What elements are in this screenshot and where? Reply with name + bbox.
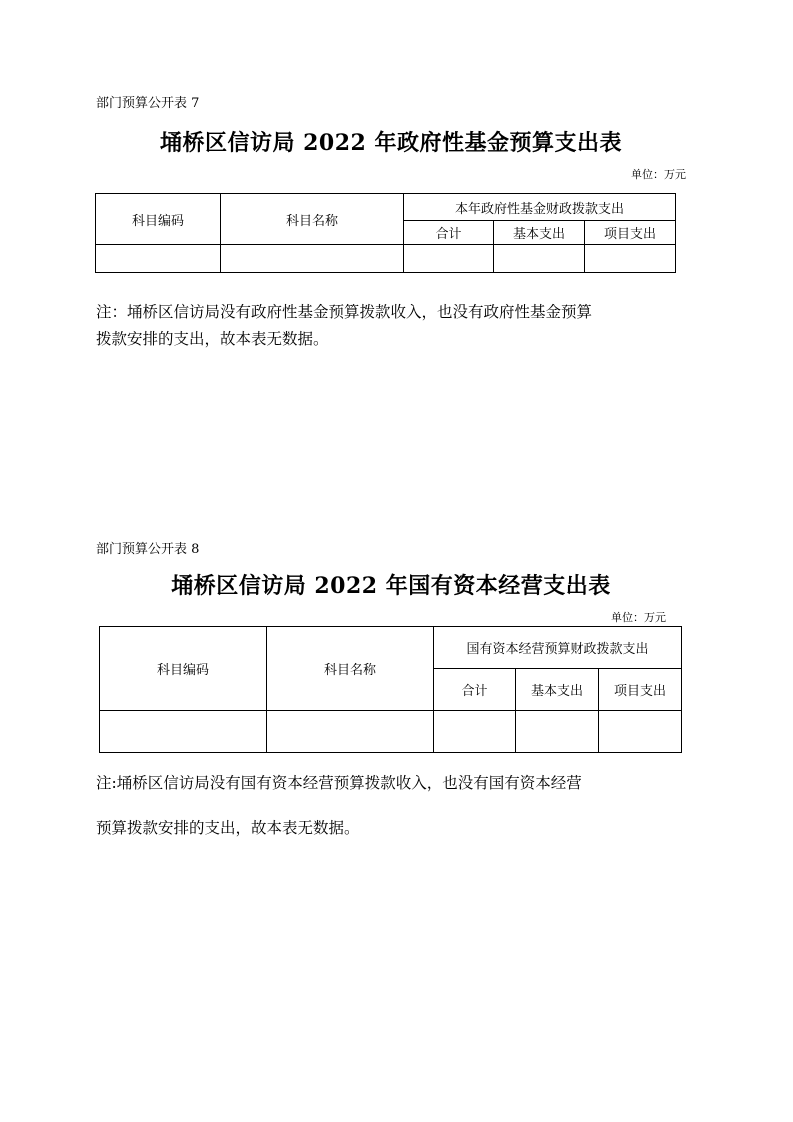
section2-note-line1: 注:埇桥区信访局没有国有资本经营预算拨款收入，也没有国有资本经营 [96, 774, 582, 792]
cell-subject-name [221, 245, 404, 273]
section2-label: 部门预算公开表 8 [96, 542, 200, 557]
header-basic-expenditure: 基本支出 [494, 221, 585, 245]
section2-note-line2: 预算拨款安排的支出，故本表无数据。 [96, 819, 360, 837]
cell-subject-name [267, 711, 434, 753]
table-row [100, 711, 682, 753]
header-total: 合计 [404, 221, 494, 245]
cell-subject-code [100, 711, 267, 753]
header-group: 本年政府性基金财政拨款支出 [404, 194, 676, 221]
cell-total [434, 711, 516, 753]
header-project-expenditure: 项目支出 [585, 221, 676, 245]
section1-label: 部门预算公开表 7 [96, 96, 200, 111]
header-subject-code: 科目编码 [96, 194, 221, 245]
cell-subject-code [96, 245, 221, 273]
cell-project-expenditure [599, 711, 682, 753]
section2-table [99, 626, 682, 753]
header-subject-code: 科目编码 [100, 627, 267, 711]
header-basic-expenditure: 基本支出 [516, 669, 599, 711]
cell-basic-expenditure [516, 711, 599, 753]
cell-basic-expenditure [494, 245, 585, 273]
header-subject-name: 科目名称 [267, 627, 434, 711]
section1-unit: 单位：万元 [631, 168, 686, 181]
cell-project-expenditure [585, 245, 676, 273]
section1-note-line2: 拨款安排的支出，故本表无数据。 [96, 330, 329, 348]
section2-title: 埇桥区信访局 2022 年国有资本经营支出表 [171, 573, 611, 599]
header-total: 合计 [434, 669, 516, 711]
section2-unit: 单位：万元 [611, 611, 666, 624]
section1-table [95, 193, 676, 273]
table-row [96, 245, 676, 273]
section1-note-line1: 注：埇桥区信访局没有政府性基金预算拨款收入，也没有政府性基金预算 [96, 303, 593, 321]
header-project-expenditure: 项目支出 [599, 669, 682, 711]
section1-title: 埇桥区信访局 2022 年政府性基金预算支出表 [159, 130, 623, 156]
header-group: 国有资本经营预算财政拨款支出 [434, 627, 682, 669]
cell-total [404, 245, 494, 273]
header-subject-name: 科目名称 [221, 194, 404, 245]
